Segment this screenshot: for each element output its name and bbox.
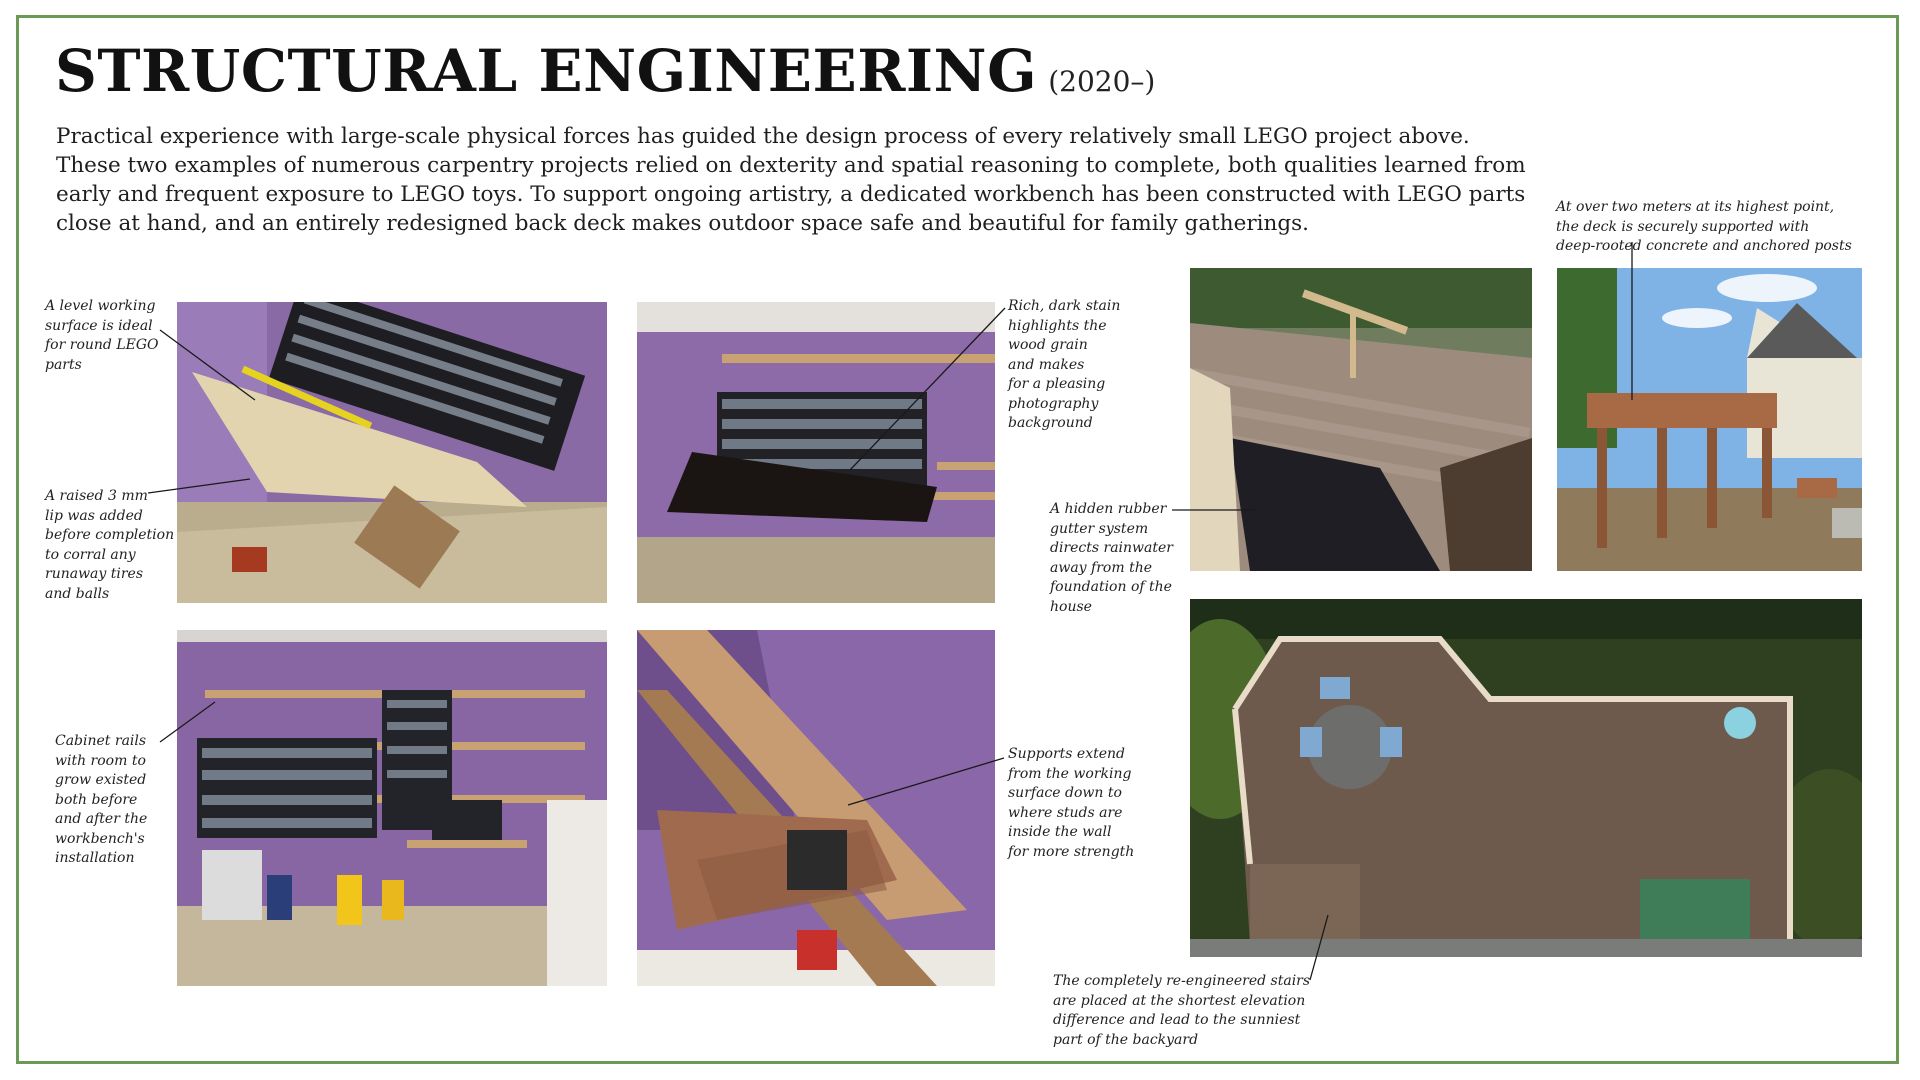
deck-aerial-photo: [1190, 599, 1862, 957]
wall-supports-photo: [637, 630, 995, 986]
caption-supports: Supports extend from the working surface down to where studs are inside the wall for more strength: [1008, 746, 1135, 860]
dark-stain-workbench-photo: [637, 302, 995, 603]
intro-paragraph: Practical experience with large-scale physical forces has guided the design process of every relatively small LEGO project above. These two examples of numerous carpentry projects relied on dexterity and spatial reasoning to complete, both qualities learned from early and frequent exposure to LEGO toys. To support ongoing artistry, a dedicated workbench has been constructed with LEGO parts close at hand, and an entirely redesigned back deck makes outdoor space safe and beautiful for family gatherings.: [56, 124, 1526, 236]
title-main: STRUCTURAL ENGINEERING: [55, 37, 1038, 105]
workbench-level-photo: [177, 302, 607, 603]
caption-gutter: A hidden rubber gutter system directs rainwater away from the foundation of the house: [1050, 501, 1173, 615]
caption-deck-height: At over two meters at its highest point, the deck is securely supported with deep-rooted concrete and anchored posts: [1556, 199, 1852, 254]
page-title: [55, 37, 1156, 105]
deck-construction-photo: [1190, 268, 1532, 571]
caption-level-surface: A level working surface is ideal for round LEGO parts: [45, 298, 159, 373]
caption-stairs: The completely re-engineered stairs are placed at the shortest elevation difference and lead to the sunniest part of the backyard: [1053, 973, 1311, 1048]
caption-dark-stain: Rich, dark stain highlights the wood grain and makes for a pleasing photography background: [1008, 298, 1121, 431]
title-years: (2020–): [1048, 65, 1156, 98]
deck-elevation-photo: [1557, 268, 1862, 571]
caption-cabinet-rails: Cabinet rails with room to grow existed both before and after the workbench's installation: [55, 733, 148, 866]
cabinet-rails-photo: [177, 630, 607, 986]
caption-raised-lip: A raised 3 mm lip was added before completion to corral any runaway tires and balls: [45, 488, 175, 602]
